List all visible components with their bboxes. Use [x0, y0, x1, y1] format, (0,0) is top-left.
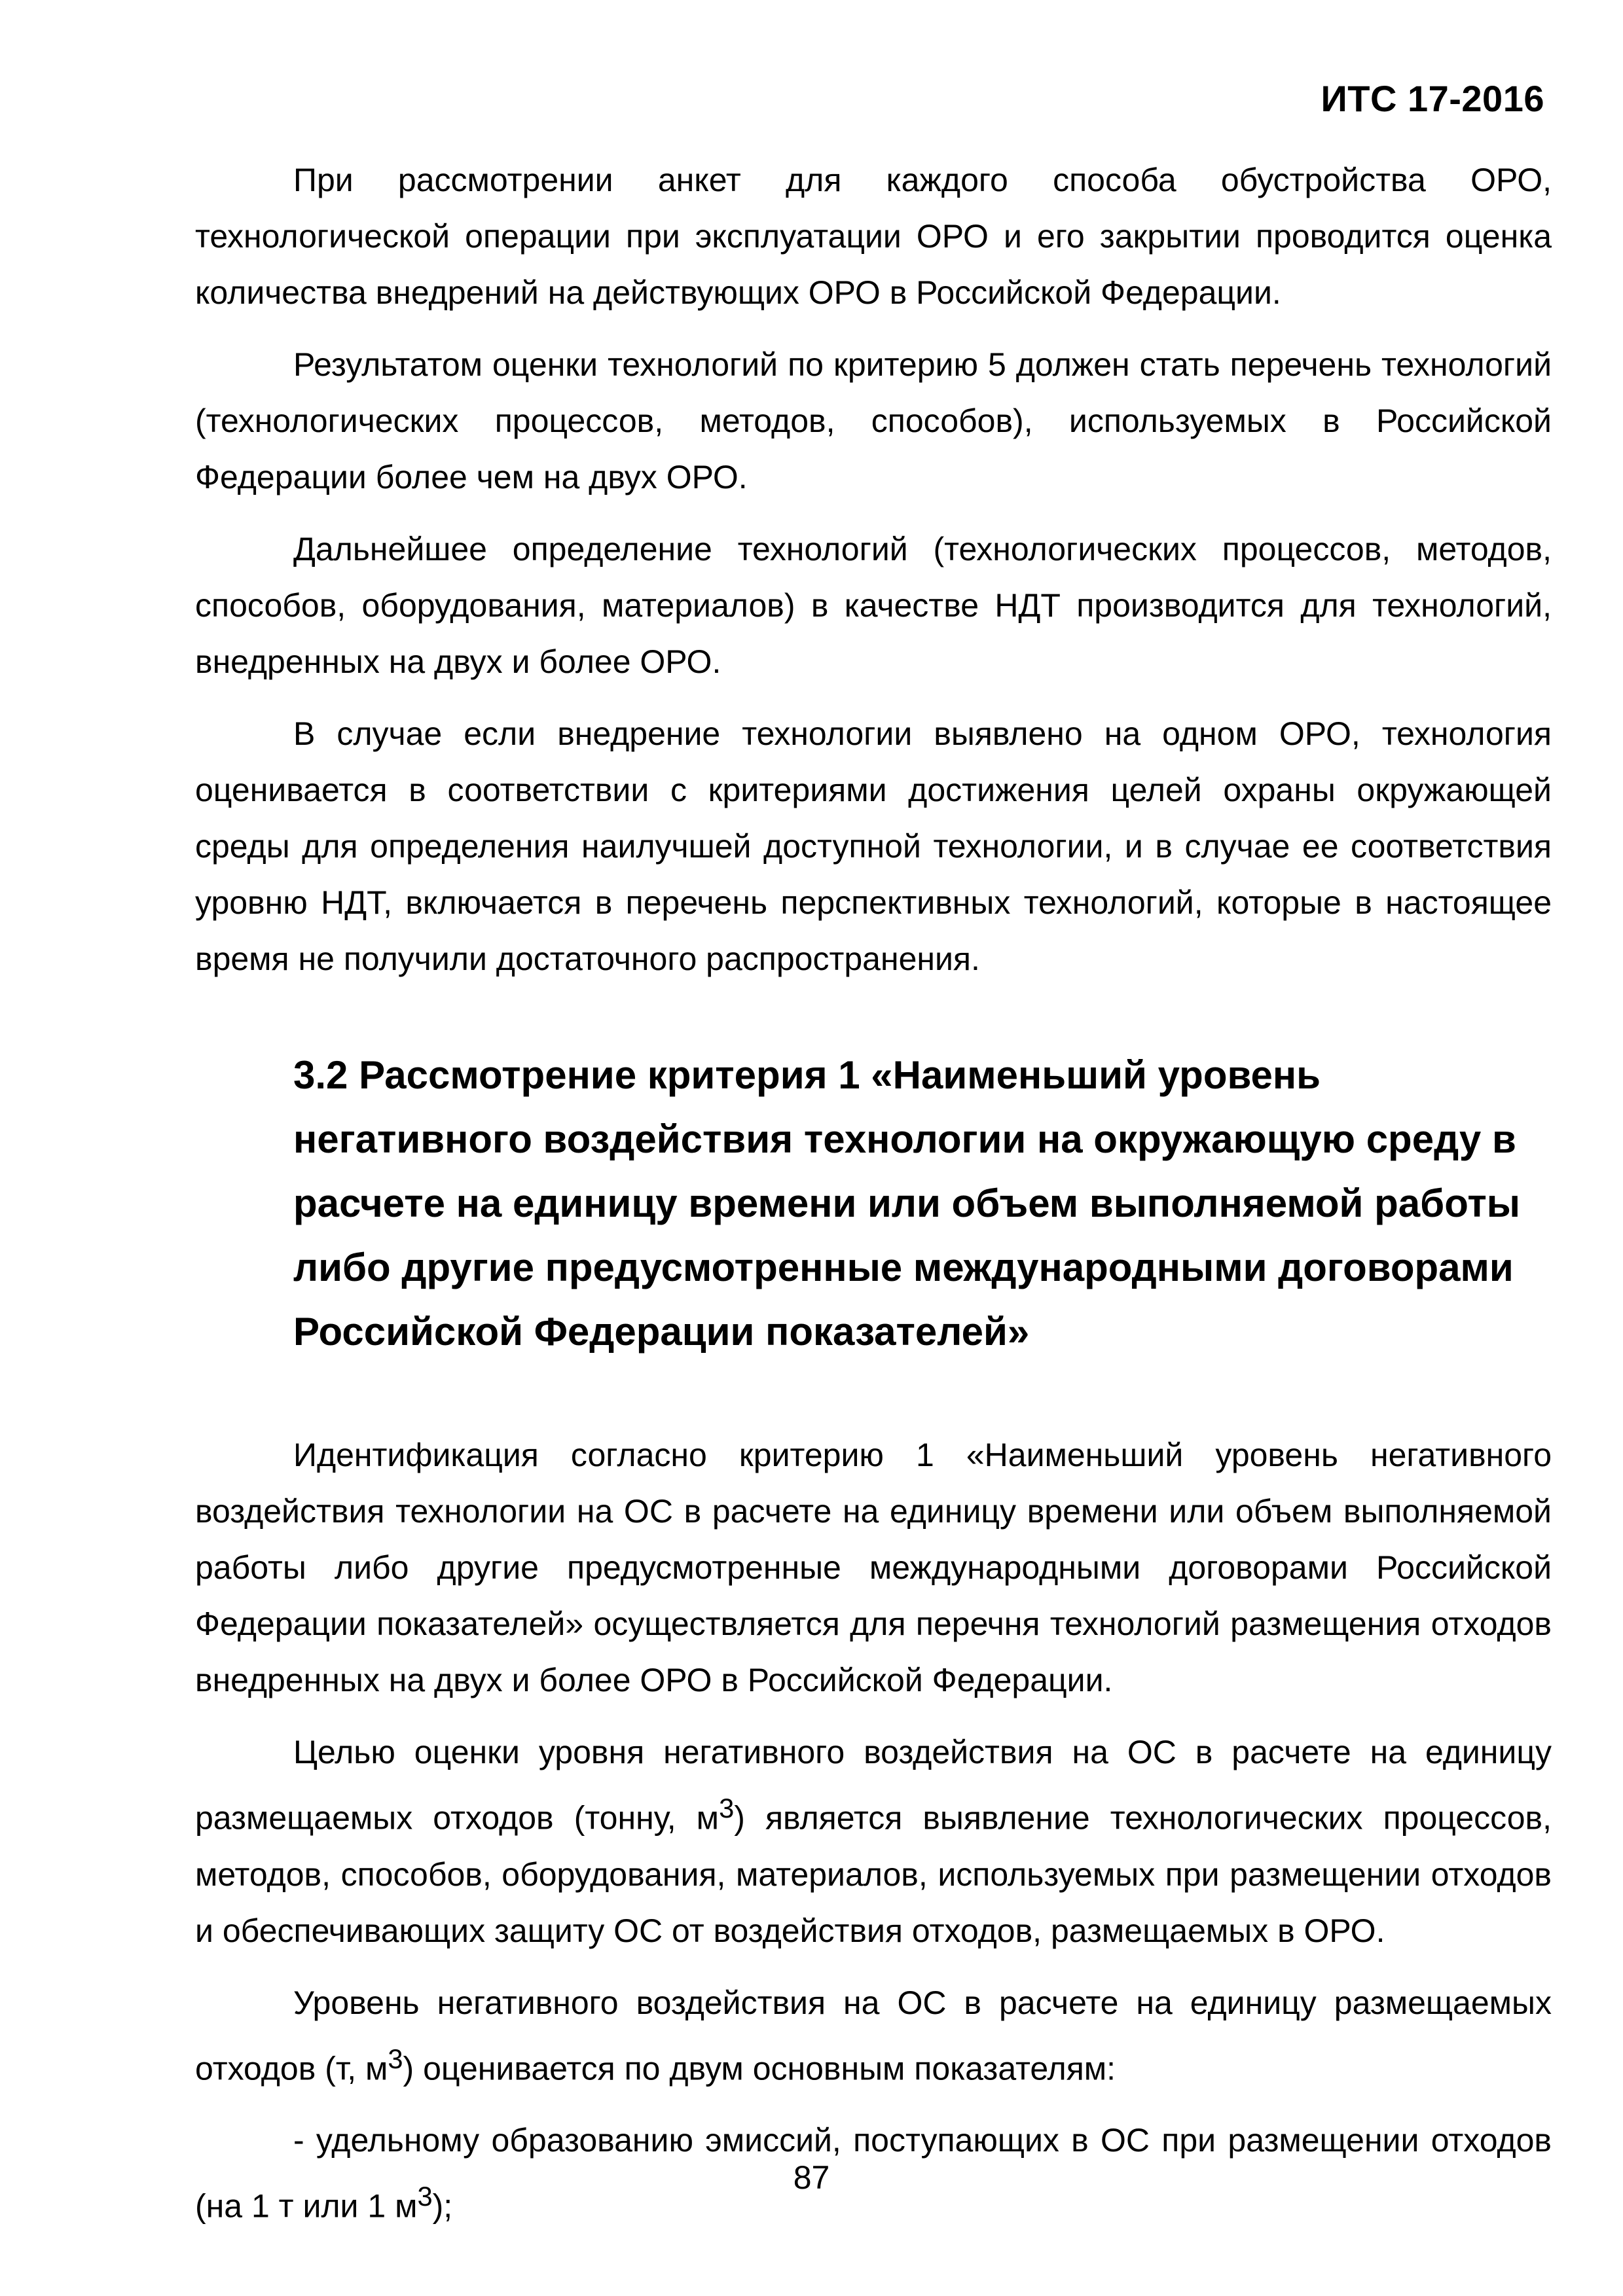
paragraph-text: Уровень негативного воздействия на ОС в расчете на единицу размещаемых отходов (т, м: [195, 1984, 1552, 2087]
paragraph: [195, 1975, 1552, 2097]
paragraph: Результатом оценки технологий по критерию 5 должен стать перечень технологий (технологических процессов, методов, способов), используемых в Российской Федерации более чем на двух ОРО.: [195, 346, 1552, 495]
paragraph-text: - удельному образованию эмиссий, поступающих в ОС при размещении отходов (на 1 т или 1 м: [195, 2122, 1552, 2225]
paragraph: Дальнейшее определение технологий (технологических процессов, методов, способов, оборудования, материалов) в качестве НДТ производится для технологий, внедренных на двух и более ОРО.: [195, 531, 1552, 680]
superscript: 3: [719, 1793, 735, 1823]
paragraph: В случае если внедрение технологии выявлено на одном ОРО, технология оценивается в соответствии с критериями достижения целей охраны окружающей среды для определения наилучшей доступной технологии, и в случае ее соответствия уровню НДТ, включается в перечень перспективных технологий, которые в настоящее время не получили достаточного распространения.: [195, 715, 1552, 977]
superscript: 3: [388, 2043, 403, 2074]
section-heading: 3.2 Рассмотрение критерия 1 «Наименьший уровень негативного воздействия технологии на окружающую среду в расчете на единицу времени или объем выполняемой работы либо другие предусмотренные международными договорами Российской Федерации показателей»: [293, 1053, 1520, 1354]
page-number: 87: [793, 2159, 830, 2196]
paragraph: При рассмотрении анкет для каждого способа обустройства ОРО, технологической операции при эксплуатации ОРО и его закрытии проводится оценка количества внедрений на действующих ОРО в Российской Федерации.: [195, 162, 1552, 311]
paragraph-text: ) оценивается по двум основным показателям:: [403, 2050, 1116, 2087]
paragraph-text: Целью оценки уровня негативного воздействия на ОС в расчете на единицу размещаемых отходов (тонну, м: [195, 1734, 1552, 1837]
superscript: 3: [417, 2181, 433, 2212]
paragraph-text: );: [432, 2187, 453, 2225]
paragraph: Идентификация согласно критерию 1 «Наименьший уровень негативного воздействия технологии на ОС в расчете на единицу времени или объем выполняемой работы либо другие предусмотренные международными договорами Российской Федерации показателей» осуществляется для перечня технологий размещения отходов внедренных на двух и более ОРО в Российской Федерации.: [195, 1437, 1552, 1698]
paragraph: [195, 1724, 1552, 1959]
document-code: ИТС 17-2016: [1321, 78, 1544, 119]
paragraph-text: ) является выявление технологических процессов, методов, способов, оборудования, материалов, используемых при размещении отходов и обеспечивающих защиту ОС от воздействия отходов, размещаемых в ОРО.: [195, 1799, 1552, 1949]
page-content: [195, 152, 1552, 2250]
